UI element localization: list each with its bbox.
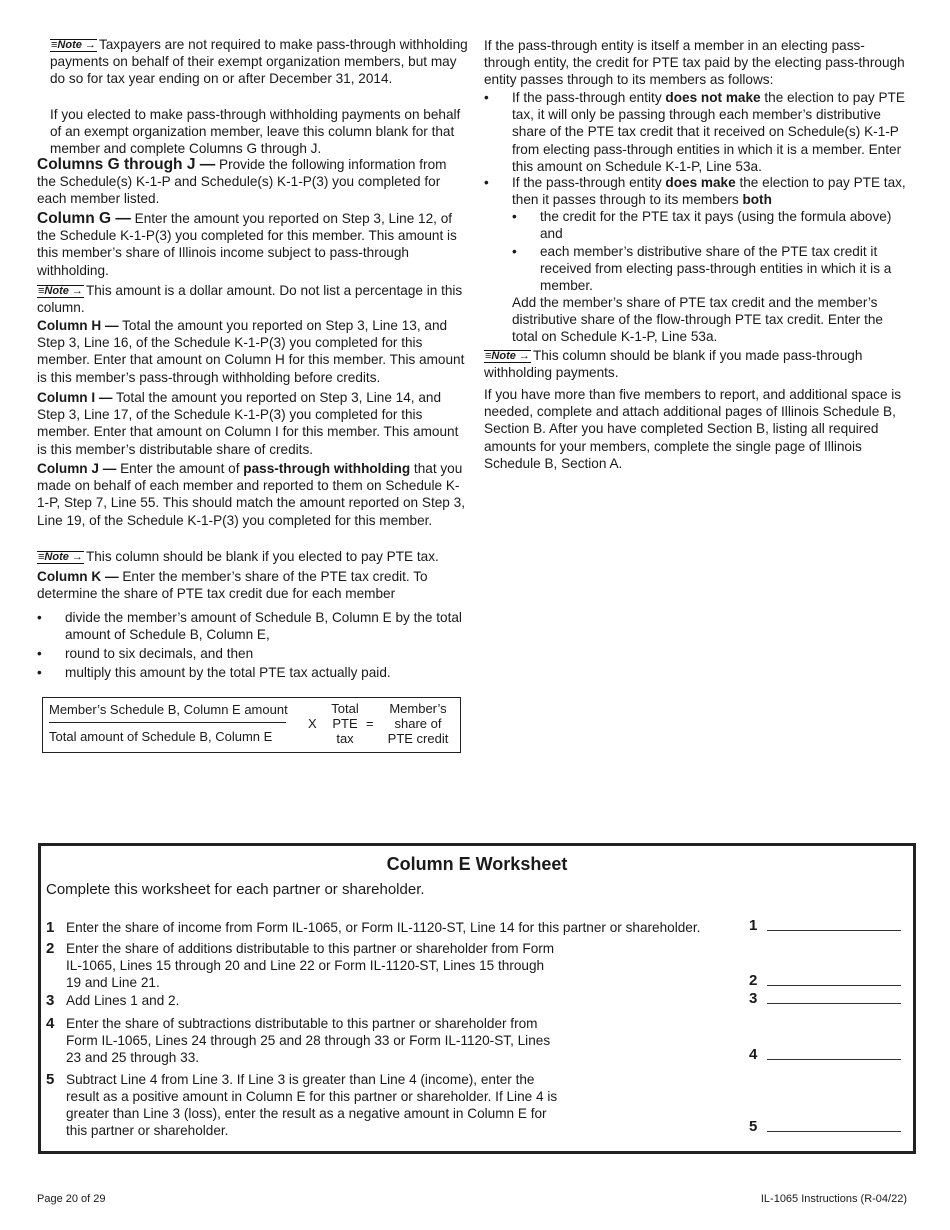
form-id: IL-1065 Instructions (R-04/22) bbox=[760, 1193, 907, 1205]
note-icon: ≡Note → bbox=[38, 285, 83, 297]
column-j: Column J — Enter the amount of pass-through withholding that you made on behalf of each member and reported to them on Schedule K-1-P, Step 7, Line 55. This should match the amount reported on Step 3, Line 19, of the Schedule K-1-P(3) you completed for this member. bbox=[37, 461, 465, 528]
worksheet-title: Column E Worksheet bbox=[386, 854, 568, 874]
note-icon: ≡Note → bbox=[485, 350, 530, 362]
worksheet-subtitle: Complete this worksheet for each partner or shareholder. bbox=[46, 881, 425, 898]
pass-through-intro: If the pass-through entity is itself a member in an electing pass-through entity, the credit for PTE tax paid by the electing pass-through entity passes through to its members as follows: bbox=[484, 38, 905, 88]
note-icon: ≡Note → bbox=[38, 551, 83, 563]
column-i: Column I — Total the amount you reported on Step 3, Line 14, and Step 3, Line 17, of the Schedule K-1-P(3) you completed for this member. Enter that amount on Column I for this member. This amount is this member’s distributable share of credits. bbox=[37, 390, 459, 457]
note-pte: ≡Note → This column should be blank if you elected to pay PTE tax. bbox=[38, 549, 439, 564]
column-g: Column G — Enter the amount you reported on Step 3, Line 12, of the Schedule K-1-P(3) you completed for this member. This amount is this member’s share of Illinois income subject to pass-through withholding. bbox=[37, 210, 457, 278]
total-pte-tax: Total PTE tax bbox=[331, 701, 359, 746]
note-withholding: ≡Note → This column should be blank if you made pass-through withholding payments. bbox=[484, 348, 863, 381]
note-exempt: ≡Note → Taxpayers are not required to make pass-through withholding payments on behalf of their exempt organization members, but may do so for tax year ending on or after December 31, 2014. bbox=[50, 37, 468, 87]
equals-sign: = bbox=[366, 716, 374, 731]
note-dollar: ≡Note → This amount is a dollar amount. Do not list a percentage in this column. bbox=[37, 283, 463, 316]
line-3-answer[interactable]: 3 bbox=[749, 990, 904, 1007]
add-para: Add the member’s share of PTE tax credit and the member’s distributive share of the flow-through PTE tax credit. Enter the total on Schedule K-1-P, Line 53a. bbox=[512, 295, 883, 345]
page-number: Page 20 of 29 bbox=[37, 1193, 106, 1205]
times-sign: X bbox=[308, 716, 317, 731]
line-4-answer[interactable]: 4 bbox=[749, 1046, 904, 1063]
line-5-answer[interactable]: 5 bbox=[749, 1118, 904, 1135]
column-e-worksheet: Column E Worksheet Complete this worksheet for each partner or shareholder. 1 Enter the share of income from Form IL-1065, or Form IL-1120-ST, Line 14 for this partner or shareholder. 1 2 Enter the share of additions distributable to this partner or shareholder from Form IL-1065, Lines 15 through 20 and Line 22 or Form IL-1120-ST, Lines 15 through 19 and Line 21. 2 3 Add Lines 1 and 2. 3 4 Enter the share of subtractions distributable to this partner or shareholder from Form IL-1065, Lines 24 through 25 and 28 through 33 or Form IL-1120-ST, Lines 23 and 25 through 33. 4 5 Subtract Line 4 from Line 3. If Line 3 is greater than Line 4 (income), enter the result as a positive amount in Column E for this partner or shareholder. If Line 4 is greater than Line 3 (loss), enter the result as a negative amount in Column E for this partner or shareholder. 5 bbox=[38, 843, 916, 1154]
formula-numerator: Member’s Schedule B, Column E amount bbox=[49, 702, 288, 717]
pte-credit-formula bbox=[42, 697, 461, 753]
formula-denominator: Total amount of Schedule B, Column E bbox=[49, 729, 273, 744]
more-members-para: If you have more than five members to report, and additional space is needed, complete and attach additional pages of Illinois Schedule B, Section B. After you have completed Section B, listing all required amounts for your members, complete the single page of Illinois Schedule B, Section A. bbox=[484, 387, 902, 471]
note-icon: ≡Note → bbox=[51, 39, 96, 51]
member-share: Member’s share of PTE credit bbox=[387, 701, 449, 746]
fraction-bar bbox=[49, 722, 286, 723]
line-1-answer[interactable]: 1 bbox=[749, 917, 904, 934]
column-h: Column H — Total the amount you reported on Step 3, Line 13, and Step 3, Line 16, of the Schedule K-1-P(3) you completed for this member. Enter that amount on Column H for this member. This amount is this member’s pass-through withholding before credits. bbox=[37, 318, 465, 385]
line-2-answer[interactable]: 2 bbox=[749, 972, 904, 989]
columns-g-j: Columns G through J — Provide the following information from the Schedule(s) K-1-P and Schedule(s) K-1-P(3) you completed for each member listed. bbox=[37, 156, 447, 207]
column-k: Column K — Enter the member’s share of the PTE tax credit. To determine the share of PTE tax credit due for each member bbox=[37, 569, 428, 602]
exempt-para: If you elected to make pass-through withholding payments on behalf of an exempt organization member, leave this column blank for that member and complete Columns G through J. bbox=[50, 107, 461, 157]
